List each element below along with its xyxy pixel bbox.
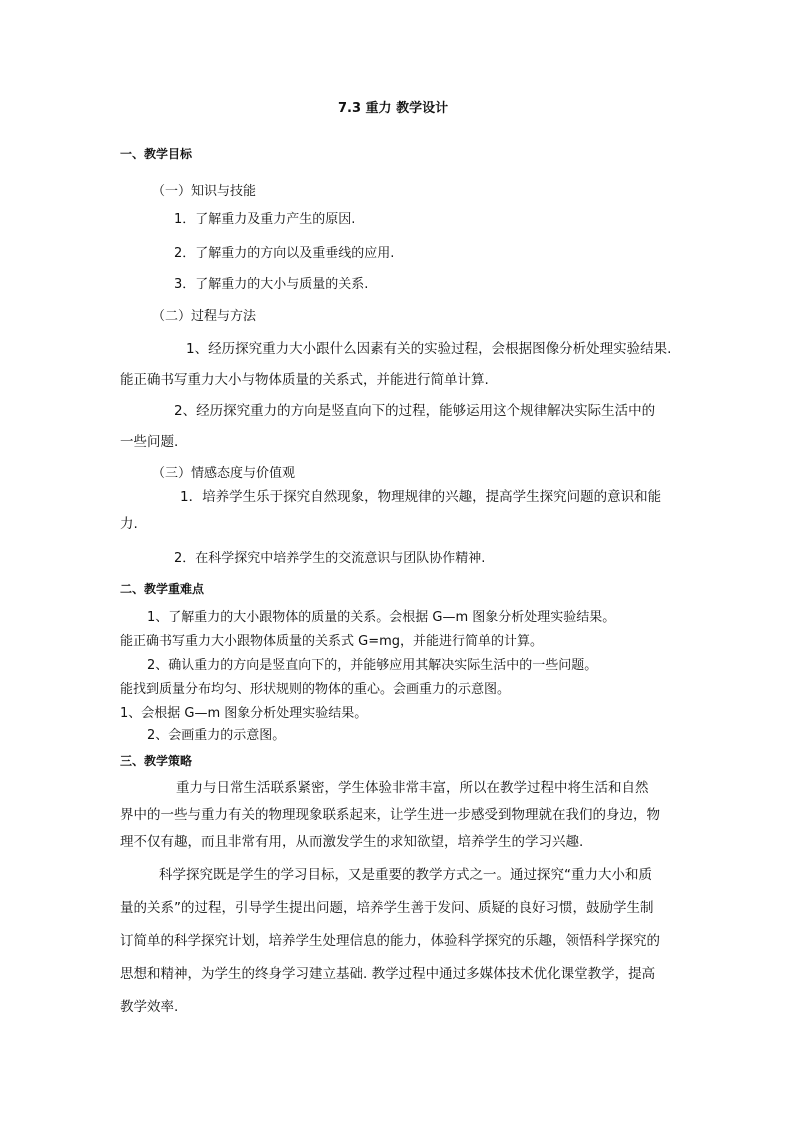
paragraph-line: 力. xyxy=(120,516,138,532)
paragraph-line: 界中的一些与重力有关的物理现象联系起来，让学生进一步感受到物理就在我们的身边，物 xyxy=(120,807,660,823)
subheading-knowledge: （一）知识与技能 xyxy=(152,184,257,199)
document-title: 7.3 重力 教学设计 xyxy=(338,101,449,116)
subheading-attitude: （三）情感态度与价值观 xyxy=(152,466,296,481)
goal-item: 3．了解重力的大小与质量的关系. xyxy=(174,277,369,292)
paragraph-line: 能正确书写重力大小与物体质量的关系式，并能进行简单计算. xyxy=(120,372,489,388)
paragraph-line: 重力与日常生活联系紧密，学生体验非常丰富，所以在教学过程中将生活和自然 xyxy=(176,780,649,796)
section-heading-strategy: 三、教学策略 xyxy=(120,754,193,768)
subheading-process: （二）过程与方法 xyxy=(152,309,257,324)
key-point-line: 2、会画重力的示意图。 xyxy=(147,728,286,743)
goal-item: 1．了解重力及重力产生的原因. xyxy=(174,212,356,227)
key-point-line: 1、会根据 G—m 图象分析处理实验结果。 xyxy=(120,706,368,721)
paragraph-line: 理不仅有趣，而且非常有用，从而激发学生的求知欲望，培养学生的学习兴趣. xyxy=(120,834,584,850)
paragraph-line: 2．在科学探究中培养学生的交流意识与团队协作精神. xyxy=(174,551,486,566)
paragraph-line: 量的关系”的过程，引导学生提出问题，培养学生善于发问、质疑的良好习惯，鼓励学生制 xyxy=(120,900,654,916)
paragraph-line: 思想和精神，为学生的终身学习建立基础. 教学过程中通过多媒体技术优化课堂教学，提高 xyxy=(120,966,656,982)
paragraph-line: 一些问题. xyxy=(120,434,179,450)
paragraph-line: 订简单的科学探究计划，培养学生处理信息的能力，体验科学探究的乐趣，领悟科学探究的 xyxy=(120,933,660,949)
paragraph-line: 教学效率. xyxy=(120,999,179,1015)
key-point-line: 能找到质量分布均匀、形状规则的物体的重心。会画重力的示意图。 xyxy=(120,682,511,697)
goal-item: 2．了解重力的方向以及重垂线的应用. xyxy=(174,246,395,261)
paragraph-line: 科学探究既是学生的学习目标，又是重要的教学方式之一。通过探究“重力大小和质 xyxy=(159,867,652,883)
key-point-line: 2、确认重力的方向是竖直向下的，并能够应用其解决实际生活中的一些问题。 xyxy=(147,658,598,673)
section-heading-key: 二、教学重难点 xyxy=(120,582,205,596)
key-point-line: 能正确书写重力大小跟物体质量的关系式 G=mg，并能进行简单的计算。 xyxy=(120,634,544,649)
paragraph-line: 1．培养学生乐于探究自然现象，物理规律的兴趣，提高学生探究问题的意识和能 xyxy=(180,489,662,505)
key-point-line: 1、了解重力的大小跟物体的质量的关系。会根据 G—m 图象分析处理实验结果。 xyxy=(147,610,616,625)
paragraph-line: 2、经历探究重力的方向是竖直向下的过程，能够运用这个规律解决实际生活中的 xyxy=(174,403,656,419)
section-heading-goals: 一、教学目标 xyxy=(120,147,193,161)
paragraph-line: 1、经历探究重力大小跟什么因素有关的实验过程，会根据图像分析处理实验结果. xyxy=(186,341,672,357)
